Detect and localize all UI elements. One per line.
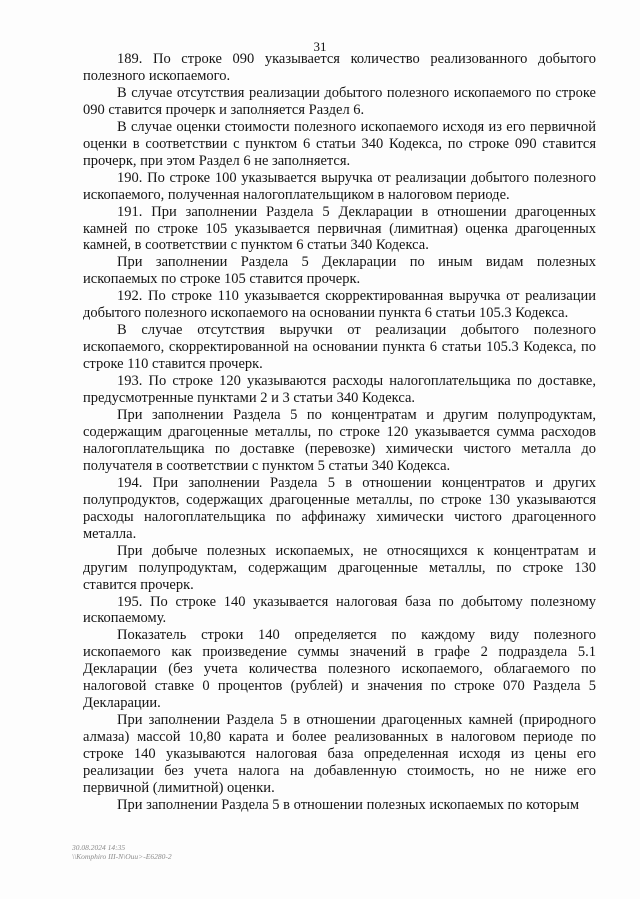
paragraph-continuation: При заполнении Раздела 5 в отношении полезных ископаемых по которым	[117, 796, 580, 813]
paragraph-concentrates-delivery: При заполнении Раздела 5 по концентратам и другим полупродуктам, содержащим драгоценные металлы, по строке 120 указывается сумма расходов налогоплательщика по доставке (перевозке) химически чистого металла до получателя в соответствии с пунктом 5 статьи 340 Кодекса.	[83, 407, 596, 474]
paragraph-no-adjusted-revenue: В случае отсутствия выручки от реализации добытого полезного ископаемого, скорректированной на основании пункта 6 статьи 105.3 Кодекса, по строке 110 ставится прочерк.	[83, 322, 596, 373]
paragraph-line-140-indicator: Показатель строки 140 определяется по каждому виду полезного ископаемого как произведение суммы значений в графе 2 подраздела 5.1 Декларации (без учета количества полезного ископаемого, облагаемого по налоговой ставке 0 процентов (рублей) и значения по строке 070 Раздела 5 Декларации.	[83, 627, 596, 712]
paragraph-194: 194. При заполнении Раздела 5 в отношении концентратов и других полупродуктов, содержащих драгоценные металлы, по строке 130 указываются расходы налогоплательщика по аффинажу химически чистого драгоценного металла.	[83, 474, 596, 542]
paragraph-195: 195. По строке 140 указывается налоговая база по добытому полезному ископаемому.	[83, 593, 596, 627]
paragraph-non-concentrates: При добыче полезных ископаемых, не относящихся к концентратам и другим полупродуктам, содержащим драгоценные металлы, по строке 130 ставится прочерк.	[83, 542, 596, 593]
footer-file-path: \\Komphiro III-N\Ouu>-E6280-2	[72, 852, 172, 861]
paragraph-191: 191. При заполнении Раздела 5 Декларации в отношении драгоценных камней по строке 105 указывается первичная (лимитная) оценка драгоценных камней, в соответствии с пунктом 6 статьи 340 Кодекса.	[83, 203, 596, 254]
paragraph-precious-stones: При заполнении Раздела 5 в отношении драгоценных камней (природного алмаза) массой 10,80 карата и более реализованных в налоговом периоде по строке 140 указываются налоговая база определенная исходя из цены его реализации без учета налога на добавленную стоимость, но не ниже его первичной (лимитной) оценки.	[83, 712, 596, 796]
paragraph-primary-valuation: В случае оценки стоимости полезного ископаемого исходя из его первичной оценки в соответствии с пунктом 6 статьи 340 Кодекса, по строке 090 ставится прочерк, при этом Раздел 6 не заполняется.	[83, 118, 596, 169]
paragraph-no-sales: В случае отсутствия реализации добытого полезного ископаемого по строке 090 ставится прочерк и заполняется Раздел 6.	[83, 84, 596, 118]
paragraph-189: 189. По строке 090 указывается количество реализованного добытого полезного ископаемого.	[83, 51, 596, 84]
paragraph-190: 190. По строке 100 указывается выручка от реализации добытого полезного ископаемого, полученная налогоплательщиком в налоговом периоде.	[83, 169, 596, 203]
paragraph-other-minerals: При заполнении Раздела 5 Декларации по иным видам полезных ископаемых по строке 105 ставится прочерк.	[83, 254, 596, 288]
document-footer-stamp	[72, 843, 172, 861]
footer-timestamp: 30.08.2024 14:35	[72, 843, 126, 852]
paragraph-193: 193. По строке 120 указываются расходы налогоплательщика по доставке, предусмотренные пунктами 2 и 3 статьи 340 Кодекса.	[83, 373, 596, 407]
paragraph-192: 192. По строке 110 указывается скорректированная выручка от реализации добытого полезного ископаемого на основании пункта 6 статьи 105.3 Кодекса.	[83, 288, 596, 322]
page-number: 31	[313, 39, 327, 54]
document-body	[83, 51, 596, 814]
